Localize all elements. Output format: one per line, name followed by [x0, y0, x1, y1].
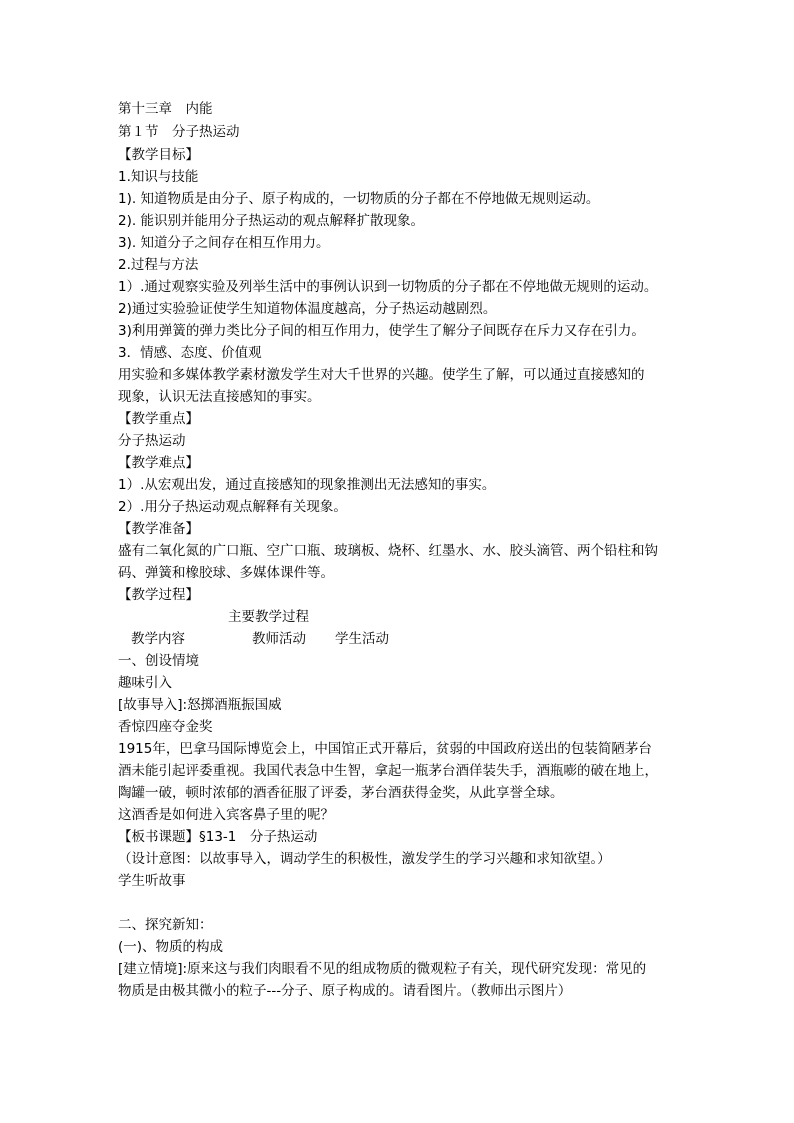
story-paragraph-line: 1915年，巴拿马国际博览会上，中国馆正式开幕后，贫弱的中国政府送出的包装简陋茅台 [118, 741, 652, 757]
story-paragraph-line: 陶罐一破，顿时浓郁的酒香征服了评委，茅台酒获得金奖，从此享誉全球。 [118, 785, 564, 801]
story-intro: [故事导入]:怒掷酒瓶振国威 [118, 697, 282, 713]
difficulty-item: 2）.用分子热运动观点解释有关现象。 [118, 499, 347, 515]
difficulty-item: 1）.从宏观出发，通过直接感知的现象推测出无法感知的事实。 [118, 477, 496, 493]
process-column-content: 教学内容 [131, 631, 185, 647]
objective-attitude-text: 现象，认识无法直接感知的事实。 [118, 389, 321, 405]
part1-subheading: 趣味引入 [118, 675, 172, 691]
objective-attitude-text: 用实验和多媒体教学素材激发学生对大千世界的兴趣。使学生了解，可以通过直接感知的 [118, 367, 645, 383]
chapter-title: 第十三章 内能 [118, 101, 213, 117]
story-title: 香惊四座夺金奖 [118, 719, 213, 735]
preparation-heading: 【教学准备】 [118, 521, 199, 537]
objective-process-item: 3)利用弹簧的弹力类比分子间的相互作用力，使学生了解分子间既存在斥力又存在引力。 [118, 323, 645, 339]
objective-process-item: 2)通过实验验证使学生知道物体温度越高，分子热运动越剧烈。 [118, 301, 497, 317]
student-activity: 学生听故事 [118, 873, 186, 889]
story-question: 这酒香是如何进入宾客鼻子里的呢？ [118, 807, 334, 823]
model-paragraph-line: [建立情境]:原来这与我们肉眼看不见的组成物质的微观粒子有关，现代研究发现：常见的 [118, 961, 647, 977]
preparation-text: 码、弹簧和橡胶球、多媒体课件等。 [118, 565, 334, 581]
model-paragraph-line: 物质是由极其微小的粒子---分子、原子构成的。请看图片。（教师出示图片） [118, 983, 572, 999]
part2-heading: 二、探究新知： [118, 917, 213, 933]
process-column-teacher: 教师活动 [252, 631, 306, 647]
objective-knowledge-item: 3). 知道分子之间存在相互作用力。 [118, 235, 330, 251]
objective-process-item: 1）.通过观察实验及列举生活中的事例认识到一切物质的分子都在不停地做无规则的运动。 [118, 279, 658, 295]
preparation-text: 盛有二氧化氮的广口瓶、空广口瓶、玻璃板、烧杯、红墨水、水、胶头滴管、两个铅柱和钩 [118, 543, 658, 559]
key-point-heading: 【教学重点】 [118, 411, 199, 427]
board-title: 【板书课题】§13-1 分子热运动 [118, 829, 318, 845]
process-heading: 【教学过程】 [118, 587, 199, 603]
objective-knowledge-heading: 1.知识与技能 [118, 169, 199, 185]
objective-attitude-heading: 3．情感、态度、价值观 [118, 345, 262, 361]
process-main-title: 主要教学过程 [228, 609, 309, 625]
objective-knowledge-item: 1). 知道物质是由分子、原子构成的，一切物质的分子都在不停地做无规则运动。 [118, 191, 600, 207]
design-intent: （设计意图：以故事导入，调动学生的积极性，激发学生的学习兴趣和求知欲望。） [118, 851, 611, 867]
process-column-student: 学生活动 [335, 631, 389, 647]
part1-heading: 一、创设情境 [118, 653, 199, 669]
objective-knowledge-item: 2). 能识别并能用分子热运动的观点解释扩散现象。 [118, 213, 424, 229]
objectives-heading: 【教学目标】 [118, 147, 199, 163]
key-point-text: 分子热运动 [118, 433, 186, 449]
section-title: 第１节 分子热运动 [118, 124, 240, 140]
objective-process-heading: 2.过程与方法 [118, 257, 199, 273]
part2-subheading: (一)、物质的构成 [118, 939, 224, 955]
difficulty-heading: 【教学难点】 [118, 455, 199, 471]
story-paragraph-line: 酒未能引起评委重视。我国代表急中生智，拿起一瓶茅台酒佯装失手，酒瓶嘭的破在地上， [118, 763, 658, 779]
